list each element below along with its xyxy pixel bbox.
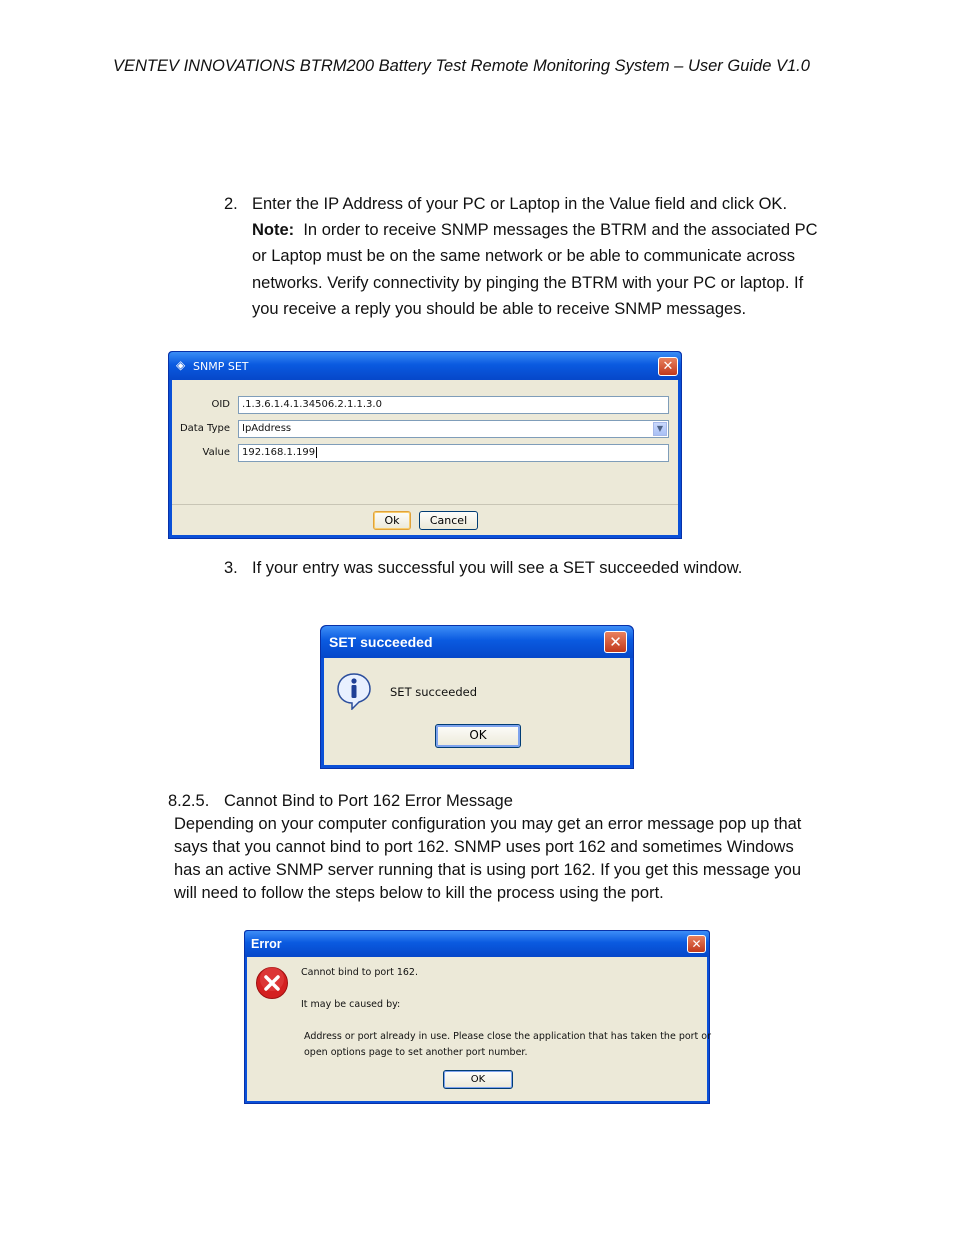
data-type-label: Data Type <box>179 423 230 434</box>
error-titlebar[interactable] <box>245 931 709 957</box>
step-2-line-4: networks. Verify connectivity by pinging the BTRM with your PC or laptop. If <box>252 274 804 292</box>
section-line-2: says that you cannot bind to port 162. SNMP uses port 162 and sometimes Windows <box>174 838 794 856</box>
step-2-line-2-text: In order to receive SNMP messages the BTRM and the associated PC <box>303 221 818 239</box>
ok-button[interactable]: OK <box>443 1070 513 1089</box>
close-icon[interactable]: ✕ <box>604 631 627 653</box>
error-line-4: open options page to set another port number. <box>304 1047 528 1058</box>
oid-field[interactable]: .1.3.6.1.4.1.34506.2.1.1.3.0 <box>238 396 669 414</box>
data-type-value: IpAddress <box>242 423 292 434</box>
error-dialog <box>244 930 710 1104</box>
error-title: Error <box>251 937 282 951</box>
step-2-line-1: Enter the IP Address of your PC or Laptop in the Value field and click OK. <box>252 195 788 213</box>
close-icon[interactable]: ✕ <box>687 935 706 953</box>
error-line-1: Cannot bind to port 162. <box>301 967 418 978</box>
diamond-icon: ◈ <box>176 358 186 372</box>
section-line-1: Depending on your computer configuration you may get an error message pop up that <box>174 815 802 833</box>
oid-label: OID <box>211 399 230 410</box>
step-2-number: 2. <box>224 195 238 213</box>
section-number: 8.2.5. <box>168 792 210 810</box>
error-line-2: It may be caused by: <box>301 999 401 1010</box>
success-titlebar[interactable] <box>321 626 633 658</box>
info-icon <box>336 672 372 710</box>
step-2-line-3: or Laptop must be on the same network or be able to communicate across <box>252 247 795 265</box>
success-message: SET succeeded <box>390 685 477 699</box>
step-2-line-2 <box>252 221 818 240</box>
text-cursor <box>316 447 317 458</box>
set-succeeded-dialog <box>320 625 634 769</box>
value-label: Value <box>202 447 230 458</box>
section-line-3: has an active SNMP server running that is using port 162. If you get this message you <box>174 861 802 879</box>
value-text: 192.168.1.199 <box>242 447 316 458</box>
success-title: SET succeeded <box>329 634 433 650</box>
step-3-text: If your entry was successful you will see a SET succeeded window. <box>252 559 743 577</box>
ok-button[interactable]: OK <box>435 724 521 748</box>
section-line-4: will need to follow the steps below to kill the process using the port. <box>174 884 664 902</box>
close-icon[interactable]: ✕ <box>658 357 678 376</box>
snmp-body <box>172 380 678 535</box>
step-3-number: 3. <box>224 559 238 577</box>
error-icon <box>255 966 289 1000</box>
value-field[interactable] <box>238 444 669 462</box>
step-2-line-5: you receive a reply you should be able to receive SNMP messages. <box>252 300 747 318</box>
ok-button[interactable]: Ok <box>373 511 411 530</box>
snmp-set-dialog <box>168 351 682 539</box>
snmp-titlebar[interactable] <box>169 352 681 380</box>
snmp-title: SNMP SET <box>193 360 249 373</box>
success-body <box>324 658 630 765</box>
document-header: VENTEV INNOVATIONS BTRM200 Battery Test Remote Monitoring System – User Guide V1.0 <box>113 57 810 75</box>
cancel-button[interactable]: Cancel <box>419 511 478 530</box>
divider <box>172 504 678 505</box>
error-line-3: Address or port already in use. Please close the application that has taken the port or <box>304 1031 712 1042</box>
chevron-down-icon[interactable]: ▼ <box>653 422 667 436</box>
note-label: Note: <box>252 221 295 239</box>
data-type-select[interactable] <box>238 420 669 438</box>
error-body <box>247 957 712 1101</box>
section-title: Cannot Bind to Port 162 Error Message <box>224 792 513 810</box>
